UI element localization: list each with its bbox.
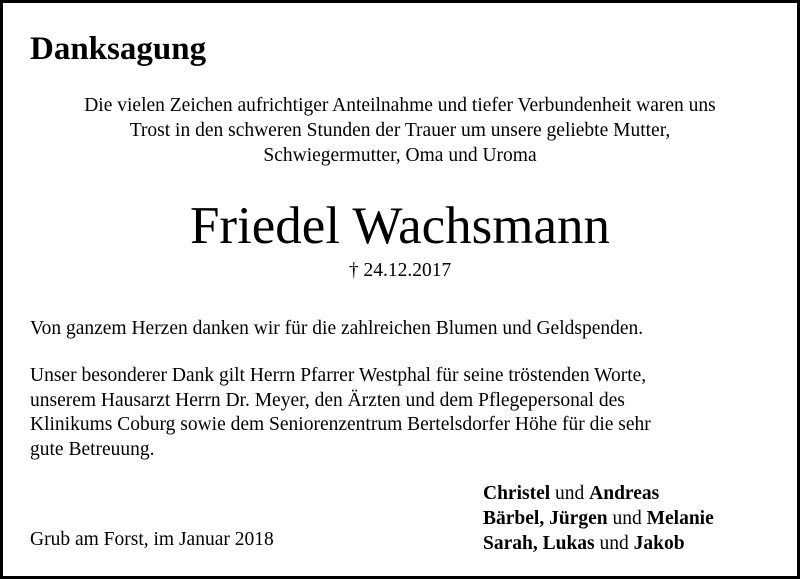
paragraph-line: Klinikums Coburg sowie dem Seniorenzentrum Bertelsdorfer Höhe für die sehr — [30, 414, 651, 435]
deceased-name: Friedel Wachsmann — [189, 197, 611, 255]
signer-names: Melanie — [646, 508, 714, 529]
signer-names: Bärbel, Jürgen — [483, 508, 608, 529]
thanks-paragraph: Von ganzem Herzen danken wir für die zahlreichen Blumen und Geldspenden. — [30, 318, 644, 339]
signer-names: Christel — [483, 483, 551, 504]
death-date: † 24.12.2017 — [348, 260, 452, 281]
signers-block — [483, 481, 714, 556]
signer-names: Andreas — [589, 483, 660, 504]
paragraph-line: Unser besonderer Dank gilt Herrn Pfarrer Westphal für seine tröstenden Worte, — [30, 365, 647, 386]
signer-line — [483, 481, 714, 506]
notice-heading: Danksagung — [30, 31, 207, 67]
paragraph-line: unserem Hausarzt Herrn Dr. Meyer, den Ärzten und dem Pflegepersonal des — [30, 389, 625, 411]
intro-line: Die vielen Zeichen aufrichtiger Anteilnahme und tiefer Verbundenheit waren uns — [84, 95, 716, 116]
intro-line: Trost in den schweren Stunden der Trauer um unsere geliebte Mutter, — [129, 120, 671, 141]
signer-names: Sarah, Lukas — [483, 533, 595, 554]
signer-conjunction: und — [550, 483, 590, 504]
intro-line: Schwiegermutter, Oma und Uroma — [263, 145, 537, 166]
place-and-date: Grub am Forst, im Januar 2018 — [30, 529, 274, 550]
signer-line — [483, 531, 714, 556]
signer-names: Jakob — [633, 533, 685, 554]
intro-text — [3, 93, 797, 168]
signer-conjunction: und — [594, 533, 634, 554]
signer-line — [483, 506, 714, 531]
signer-conjunction: und — [607, 508, 647, 529]
paragraph-line: gute Betreuung. — [30, 438, 155, 460]
special-thanks-paragraph — [30, 364, 651, 462]
